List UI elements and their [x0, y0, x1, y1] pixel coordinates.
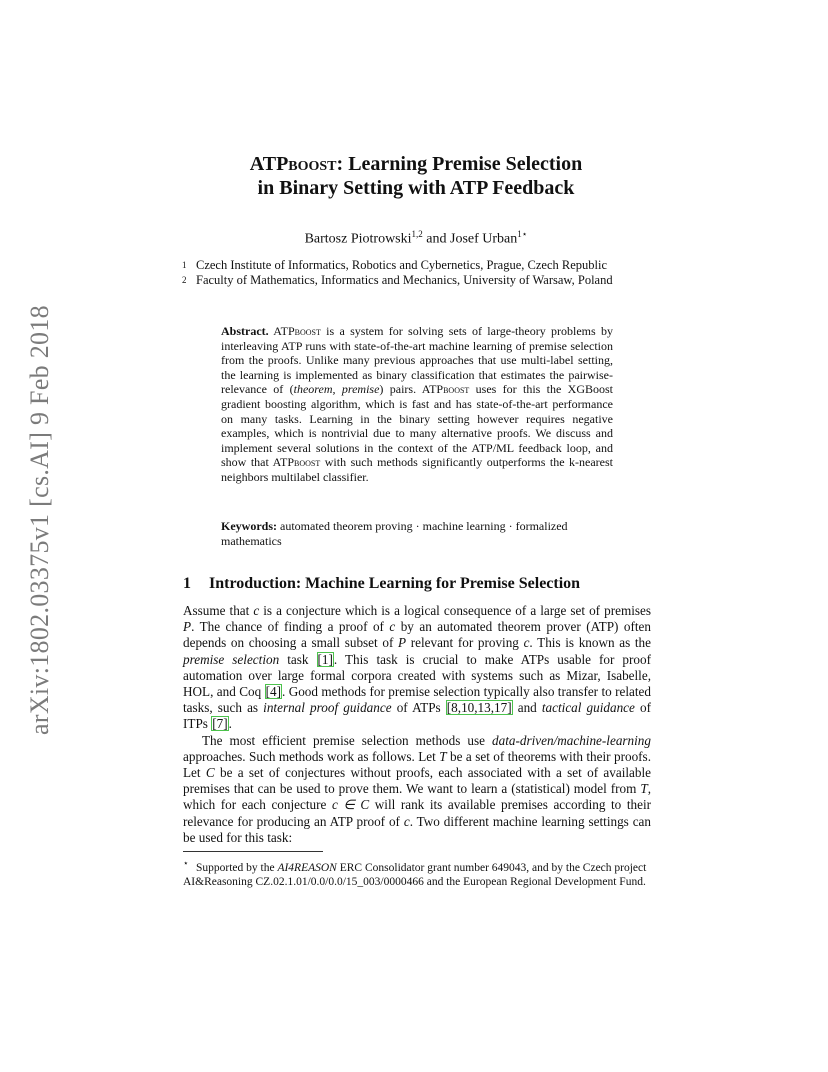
affiliation-2: 2 Faculty of Mathematics, Informatics and Mechanics, University of Warsaw, Poland — [182, 273, 613, 287]
citation-link[interactable]: [7] — [212, 716, 228, 732]
footnote: ⋆ Supported by the AI4REASON ERC Consolidator grant number 649043, and by the Czech project AI&Reasoning CZ.02.1.01/0.0/0.0/15_003/0000466 and the European Regional Development Fund. — [183, 858, 647, 889]
authors: Bartosz Piotrowski$^{1,2}$ and Josef Urban$^{1⋆}$ — [304, 229, 528, 247]
citation-link[interactable]: [4] — [265, 684, 281, 700]
citation-link[interactable]: [1] — [317, 651, 333, 667]
author-1: Bartosz Piotrowski — [304, 231, 412, 247]
keywords-label: Keywords: — [221, 519, 277, 533]
abstract-label: Abstract. — [221, 324, 269, 338]
affiliations — [182, 258, 652, 288]
paragraph-1: Assume that c is a conjecture which is a logical consequence of a large set of premises P. The chance of finding a proof of c by an automated theorem prover (ATP) often depends on choosing a small subset of P relevant for proving c. This is known as the premise selection task [1]. This task is crucial to make ATPs usable for proof automation over large formal corpora created with systems such as Mizar, Isabelle, HOL, and Coq [4]. Good methods for premise selection typically also transfer to related tasks, such as internal proof guidance of ATPs [8,10,13,17] and tactical guidance of ITPs [7]. — [183, 603, 652, 732]
affiliation-1: 1 Czech Institute of Informatics, Robotics and Cybernetics, Prague, Czech Republic — [182, 258, 607, 272]
author-2: Josef Urban — [450, 231, 518, 247]
paragraph-2: The most efficient premise selection methods use data-driven/machine-learning approaches. Such methods work as follows. Let T be a set of theorems with their proofs. Let C be a set of conjectures without proofs, each associated with a set of available premises that can be used to prove them. We want to learn a (statistical) model from T, which for each conjecture c ∈ C will rank its available premises according to their relevance for producing an ATP proof of c. Two different machine learning settings can be used for this task: — [183, 732, 651, 845]
arxiv-identifier — [20, 300, 60, 740]
paper-title — [150, 152, 682, 200]
citation-link[interactable]: [8,10,13,17] — [446, 700, 512, 716]
arxiv-identifier-text: arXiv:1802.03375v1 [cs.AI] 9 Feb 2018 — [25, 305, 54, 735]
title-line-1: ATPboost: Learning Premise Selection — [249, 153, 583, 175]
section-heading: 1 Introduction: Machine Learning for Premise Selection — [183, 575, 581, 592]
title-line-2: in Binary Setting with ATP Feedback — [257, 177, 575, 199]
abstract: Abstract. ATPboost is a system for solving sets of large-theory problems by interleaving ATP runs with state-of-the-art machine learning of premise selection from the proofs. Unlike many previous approaches that use multi-label setting, the learning is implemented as binary classification that estimates the pairwise-relevance of (theorem, premise) pairs. ATPboost uses for this the XGBoost gradient boosting algorithm, which is fast and has state-of-the-art performance on many tasks. Learning in the binary setting however requires negative examples, which is nontrivial due to many alternative proofs. We discuss and implement several solutions in the context of the ATP/ML feedback loop, and show that ATPboost with such methods significantly outperforms the k-nearest neighbors multilabel classifier. — [221, 324, 614, 484]
footnote-divider — [183, 851, 323, 852]
introduction-body — [183, 603, 651, 846]
keywords: Keywords: automated theorem proving · machine learning · formalized mathematics — [221, 519, 568, 548]
